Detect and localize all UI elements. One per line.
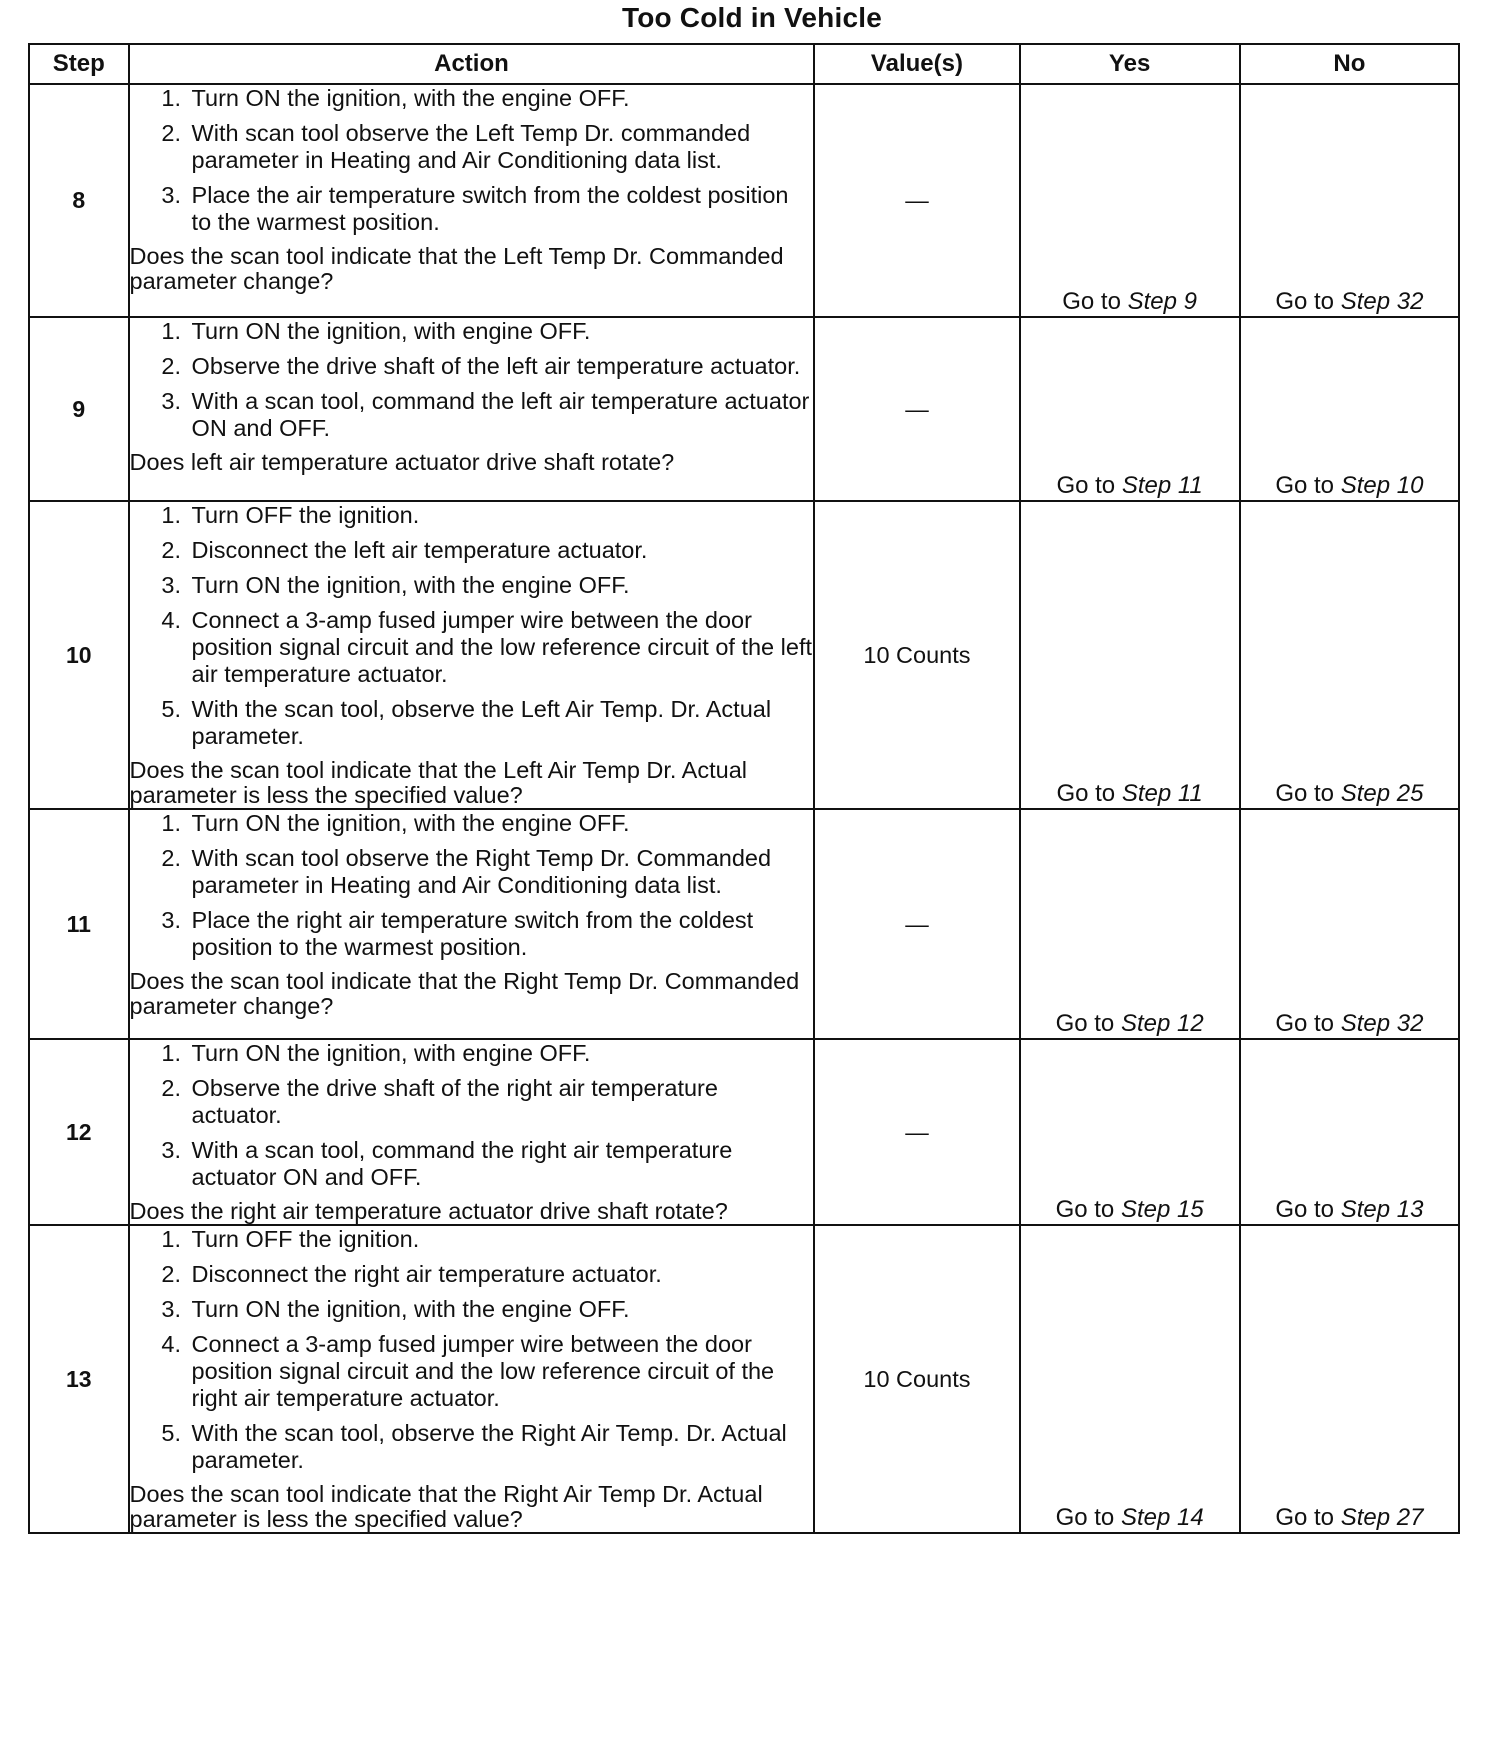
- yes-cell: [1020, 1039, 1240, 1225]
- action-steps-list: [130, 502, 814, 750]
- action-step: 4. Connect a 3-amp fused jumper wire between the door position signal circuit and the low reference circuit of the right air temperature actuator.: [188, 1331, 814, 1412]
- action-cell: [129, 809, 815, 1039]
- header-no: No: [1240, 44, 1459, 84]
- goto-prefix: Go to: [1055, 1010, 1115, 1037]
- action-cell: [129, 501, 815, 809]
- action-question: Does the scan tool indicate that the Left Temp Dr. Commanded parameter change?: [129, 243, 784, 294]
- value-cell: —: [814, 84, 1019, 317]
- goto-prefix: Go to: [1056, 780, 1116, 807]
- table-row: [29, 1039, 1459, 1225]
- value-cell: —: [814, 809, 1019, 1039]
- action-step: 3. Place the air temperature switch from the coldest position to the warmest position.: [188, 182, 814, 236]
- goto-step-link: Step 15: [1120, 1196, 1204, 1223]
- action-cell: [129, 1039, 815, 1225]
- table-header-row: [29, 44, 1459, 84]
- action-step: 1. Turn ON the ignition, with the engine OFF.: [188, 810, 814, 837]
- diagnostic-table: [28, 43, 1460, 1534]
- action-step: 3. With a scan tool, command the left air temperature actuator ON and OFF.: [188, 388, 814, 442]
- table-row: [29, 84, 1459, 317]
- action-step: 1. Turn OFF the ignition.: [188, 502, 814, 529]
- yes-cell: [1020, 317, 1240, 501]
- header-action: Action: [129, 44, 815, 84]
- no-cell: [1240, 1039, 1459, 1225]
- action-question: Does the scan tool indicate that the Right Temp Dr. Commanded parameter change?: [129, 968, 800, 1019]
- action-step: 3. Place the right air temperature switch from the coldest position to the warmest position.: [188, 907, 814, 961]
- goto-step-link: Step 32: [1340, 288, 1424, 315]
- value-cell: —: [814, 317, 1019, 501]
- goto-step-link: Step 11: [1121, 780, 1203, 807]
- yes-cell: [1020, 1225, 1240, 1533]
- header-yes: Yes: [1020, 44, 1240, 84]
- goto-prefix: Go to: [1062, 288, 1121, 315]
- action-cell: [129, 1225, 815, 1533]
- action-step: 1. Turn ON the ignition, with the engine OFF.: [188, 85, 814, 112]
- action-cell: [129, 317, 815, 501]
- step-number: 8: [29, 84, 129, 317]
- action-step: 1. Turn ON the ignition, with engine OFF.: [188, 318, 814, 345]
- action-steps-list: [130, 85, 814, 236]
- table-row: [29, 1225, 1459, 1533]
- no-cell: [1240, 1225, 1459, 1533]
- page-title: Too Cold in Vehicle: [622, 2, 882, 33]
- goto-prefix: Go to: [1056, 472, 1116, 499]
- action-step: 5. With the scan tool, observe the Left Air Temp. Dr. Actual parameter.: [188, 696, 814, 750]
- goto-step-link: Step 32: [1340, 1010, 1424, 1037]
- action-step: 2. Disconnect the right air temperature actuator.: [188, 1261, 814, 1288]
- no-cell: [1240, 501, 1459, 809]
- no-cell: [1240, 84, 1459, 317]
- action-step: 2. With scan tool observe the Right Temp Dr. Commanded parameter in Heating and Air Conditioning data list.: [188, 845, 814, 899]
- step-number: 13: [29, 1225, 129, 1533]
- action-step: 2. With scan tool observe the Left Temp Dr. commanded parameter in Heating and Air Conditioning data list.: [188, 120, 814, 174]
- goto-prefix: Go to: [1275, 1504, 1335, 1531]
- value-cell: 10 Counts: [814, 1225, 1019, 1533]
- action-step: 2. Observe the drive shaft of the right air temperature actuator.: [188, 1075, 814, 1129]
- yes-cell: [1020, 501, 1240, 809]
- action-step: 5. With the scan tool, observe the Right Air Temp. Dr. Actual parameter.: [188, 1420, 814, 1474]
- action-step: 4. Connect a 3-amp fused jumper wire between the door position signal circuit and the low reference circuit of the left air temperature actuator.: [188, 607, 814, 688]
- goto-step-link: Step 10: [1340, 472, 1424, 499]
- no-cell: [1240, 809, 1459, 1039]
- goto-step-link: Step 14: [1120, 1504, 1204, 1531]
- action-step: 2. Observe the drive shaft of the left air temperature actuator.: [188, 353, 814, 380]
- table-row: [29, 501, 1459, 809]
- yes-cell: [1020, 809, 1240, 1039]
- goto-prefix: Go to: [1275, 288, 1335, 315]
- header-step: Step: [29, 44, 129, 84]
- goto-step-link: Step 27: [1340, 1504, 1424, 1531]
- action-question: Does the scan tool indicate that the Right Air Temp Dr. Actual parameter is less the specified value?: [129, 1481, 763, 1532]
- action-step: 3. With a scan tool, command the right air temperature actuator ON and OFF.: [188, 1137, 814, 1191]
- goto-prefix: Go to: [1055, 1196, 1115, 1223]
- value-cell: 10 Counts: [814, 501, 1019, 809]
- action-step: 3. Turn ON the ignition, with the engine OFF.: [188, 1296, 814, 1323]
- step-number: 11: [29, 809, 129, 1039]
- no-cell: [1240, 317, 1459, 501]
- goto-prefix: Go to: [1275, 1010, 1335, 1037]
- goto-step-link: Step 11: [1121, 472, 1203, 499]
- action-question: Does the scan tool indicate that the Left Air Temp Dr. Actual parameter is less the specified value?: [129, 757, 747, 808]
- action-cell: [129, 84, 815, 317]
- action-steps-list: [130, 318, 814, 442]
- action-step: 3. Turn ON the ignition, with the engine OFF.: [188, 572, 814, 599]
- action-steps-list: [130, 1040, 814, 1191]
- yes-cell: [1020, 84, 1240, 317]
- action-step: 2. Disconnect the left air temperature actuator.: [188, 537, 814, 564]
- action-step: 1. Turn ON the ignition, with engine OFF.: [188, 1040, 814, 1067]
- goto-step-link: Step 9: [1127, 288, 1197, 315]
- action-question: Does left air temperature actuator drive shaft rotate?: [129, 449, 675, 475]
- action-steps-list: [130, 810, 814, 961]
- action-step: 1. Turn OFF the ignition.: [188, 1226, 814, 1253]
- goto-prefix: Go to: [1275, 780, 1335, 807]
- goto-prefix: Go to: [1275, 1196, 1335, 1223]
- goto-step-link: Step 25: [1340, 780, 1424, 807]
- step-number: 12: [29, 1039, 129, 1225]
- header-values: Value(s): [814, 44, 1019, 84]
- table-row: [29, 809, 1459, 1039]
- action-steps-list: [130, 1226, 814, 1474]
- table-row: [29, 317, 1459, 501]
- goto-step-link: Step 13: [1340, 1196, 1424, 1223]
- action-question: Does the right air temperature actuator drive shaft rotate?: [129, 1198, 728, 1224]
- goto-step-link: Step 12: [1120, 1010, 1204, 1037]
- step-number: 10: [29, 501, 129, 809]
- goto-prefix: Go to: [1055, 1504, 1115, 1531]
- goto-prefix: Go to: [1275, 472, 1335, 499]
- value-cell: —: [814, 1039, 1019, 1225]
- step-number: 9: [29, 317, 129, 501]
